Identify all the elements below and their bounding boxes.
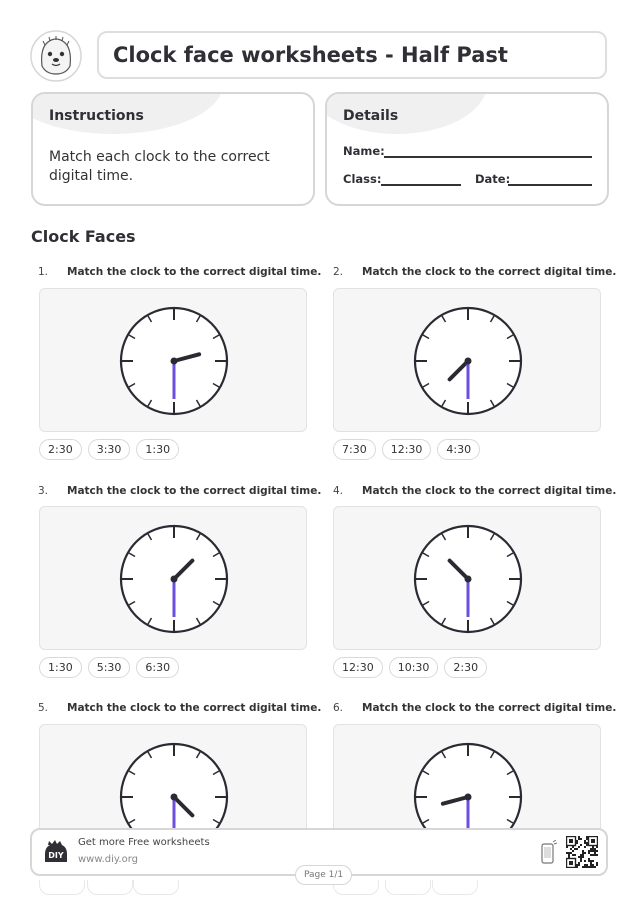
logo-text: DIY	[48, 851, 64, 860]
qr-module	[578, 862, 580, 864]
qr-module	[572, 850, 574, 852]
qr-finder-core	[569, 861, 573, 865]
answer-options	[39, 439, 179, 460]
clock-face	[413, 524, 523, 634]
qr-module	[576, 840, 578, 842]
answer-option[interactable]: 2:30	[39, 439, 82, 460]
qr-module	[578, 838, 580, 840]
answer-option[interactable]: 1:30	[39, 657, 82, 678]
class-label: Class:	[343, 172, 382, 186]
answer-option[interactable]: 6:30	[136, 657, 179, 678]
qr-module	[580, 860, 582, 862]
qr-module	[590, 866, 592, 868]
clock-card	[333, 724, 601, 834]
clock-center	[465, 794, 472, 801]
clock-face	[413, 742, 523, 834]
qr-module	[576, 866, 578, 868]
answer-option[interactable]: 7:30	[333, 439, 376, 460]
answer-option-ghost	[385, 880, 431, 895]
date-label: Date:	[475, 172, 511, 186]
qr-module	[576, 864, 578, 866]
qr-module	[586, 836, 588, 838]
section-title: Clock Faces	[31, 227, 136, 246]
qr-module	[590, 864, 592, 866]
clock-card	[39, 506, 307, 650]
qr-module	[582, 856, 584, 858]
clock-center	[171, 576, 178, 583]
question-prompt: Match the clock to the correct digital time.	[362, 485, 617, 497]
qr-module	[570, 848, 572, 850]
qr-module	[596, 864, 598, 866]
qr-module	[568, 852, 570, 854]
qr-module	[592, 866, 594, 868]
answer-options	[333, 439, 480, 460]
clock-face	[119, 742, 229, 834]
answer-option[interactable]: 10:30	[389, 657, 439, 678]
clock-card	[333, 288, 601, 432]
answer-option[interactable]: 5:30	[88, 657, 131, 678]
clock-face	[413, 306, 523, 416]
question-number: 2.	[333, 266, 344, 278]
qr-module	[590, 860, 592, 862]
qr-module	[582, 854, 584, 856]
instructions-text: Match each clock to the correct digital time.	[49, 149, 270, 184]
qr-module	[590, 850, 592, 852]
qr-module	[588, 852, 590, 854]
qr-module	[566, 846, 568, 848]
instructions-panel	[31, 92, 315, 206]
question-number: 1.	[38, 266, 49, 278]
qr-module	[572, 854, 574, 856]
answer-option-ghost	[39, 880, 85, 895]
qr-module	[578, 846, 580, 848]
details-heading: Details	[343, 108, 399, 124]
qr-module	[586, 844, 588, 846]
qr-module	[576, 848, 578, 850]
clock-center	[171, 358, 178, 365]
qr-module	[596, 854, 598, 856]
qr-module	[578, 856, 580, 858]
qr-module	[592, 846, 594, 848]
qr-module	[590, 854, 592, 856]
qr-module	[580, 854, 582, 856]
qr-module	[588, 860, 590, 862]
qr-module	[584, 840, 586, 842]
class-field[interactable]	[381, 184, 461, 186]
footer-url[interactable]: www.diy.org	[78, 854, 138, 865]
qr-module	[596, 846, 598, 848]
qr-module	[582, 852, 584, 854]
qr-module	[574, 848, 576, 850]
footer-promo-text: Get more Free worksheets	[78, 837, 210, 848]
qr-module	[584, 846, 586, 848]
qr-module	[588, 858, 590, 860]
qr-finder-core	[569, 839, 573, 843]
qr-module	[584, 864, 586, 866]
qr-module	[592, 860, 594, 862]
clock-face	[119, 306, 229, 416]
question-prompt: Match the clock to the correct digital time.	[67, 266, 322, 278]
answer-option[interactable]: 12:30	[333, 657, 383, 678]
name-label: Name:	[343, 144, 385, 158]
answer-option[interactable]: 12:30	[382, 439, 432, 460]
page-title: Clock face worksheets - Half Past	[113, 43, 508, 67]
mascot-avatar	[30, 30, 82, 82]
qr-module	[584, 852, 586, 854]
question-number: 3.	[38, 485, 49, 497]
qr-module	[586, 842, 588, 844]
qr-module	[590, 848, 592, 850]
answer-option[interactable]: 1:30	[136, 439, 179, 460]
qr-module	[592, 864, 594, 866]
answer-option-ghost	[87, 880, 133, 895]
qr-module	[566, 852, 568, 854]
qr-module	[594, 852, 596, 854]
qr-module	[592, 848, 594, 850]
instructions-heading: Instructions	[49, 108, 144, 124]
qr-module	[588, 866, 590, 868]
question-prompt: Match the clock to the correct digital time.	[362, 266, 617, 278]
qr-module	[580, 858, 582, 860]
qr-module	[586, 864, 588, 866]
question-prompt: Match the clock to the correct digital time.	[67, 485, 322, 497]
question-number: 5.	[38, 702, 49, 714]
qr-module	[580, 838, 582, 840]
qr-finder-core	[591, 839, 595, 843]
title-box	[97, 31, 607, 79]
qr-module	[586, 866, 588, 868]
qr-module	[576, 842, 578, 844]
qr-module	[594, 854, 596, 856]
qr-module	[578, 836, 580, 838]
clock-center	[171, 794, 178, 801]
qr-module	[574, 854, 576, 856]
qr-module	[586, 838, 588, 840]
qr-code-icon	[566, 836, 598, 868]
qr-module	[582, 850, 584, 852]
qr-module	[590, 862, 592, 864]
question-prompt: Match the clock to the correct digital time.	[67, 702, 322, 714]
qr-module	[596, 850, 598, 852]
qr-module	[594, 848, 596, 850]
qr-module	[592, 854, 594, 856]
qr-module	[596, 862, 598, 864]
answer-options	[333, 657, 487, 678]
qr-module	[594, 866, 596, 868]
clock-center	[465, 576, 472, 583]
answer-option-ghost	[133, 880, 179, 895]
qr-module	[584, 866, 586, 868]
qr-module	[594, 850, 596, 852]
qr-module	[584, 842, 586, 844]
date-field[interactable]	[508, 184, 592, 186]
qr-module	[580, 856, 582, 858]
clock-center	[465, 358, 472, 365]
page-number: Page 1/1	[295, 865, 352, 885]
clock-card	[39, 288, 307, 432]
qr-module	[568, 854, 570, 856]
answer-option[interactable]: 4:30	[437, 439, 480, 460]
answer-option[interactable]: 2:30	[444, 657, 487, 678]
clock-card	[333, 506, 601, 650]
answer-option[interactable]: 3:30	[88, 439, 131, 460]
qr-module	[568, 856, 570, 858]
question-number: 6.	[333, 702, 344, 714]
qr-module	[584, 860, 586, 862]
qr-module	[580, 844, 582, 846]
clock-card	[39, 724, 307, 834]
answer-option-ghost	[432, 880, 478, 895]
qr-module	[592, 850, 594, 852]
clock-face	[119, 524, 229, 634]
answer-options	[39, 657, 179, 678]
details-panel	[325, 92, 609, 206]
phone-icon	[540, 840, 558, 866]
qr-module	[578, 864, 580, 866]
qr-module	[570, 852, 572, 854]
qr-module	[582, 866, 584, 868]
question-number: 4.	[333, 485, 344, 497]
diy-logo-icon	[42, 840, 70, 866]
question-prompt: Match the clock to the correct digital time.	[362, 702, 617, 714]
qr-module	[572, 846, 574, 848]
qr-module	[588, 850, 590, 852]
name-field[interactable]	[384, 156, 592, 158]
